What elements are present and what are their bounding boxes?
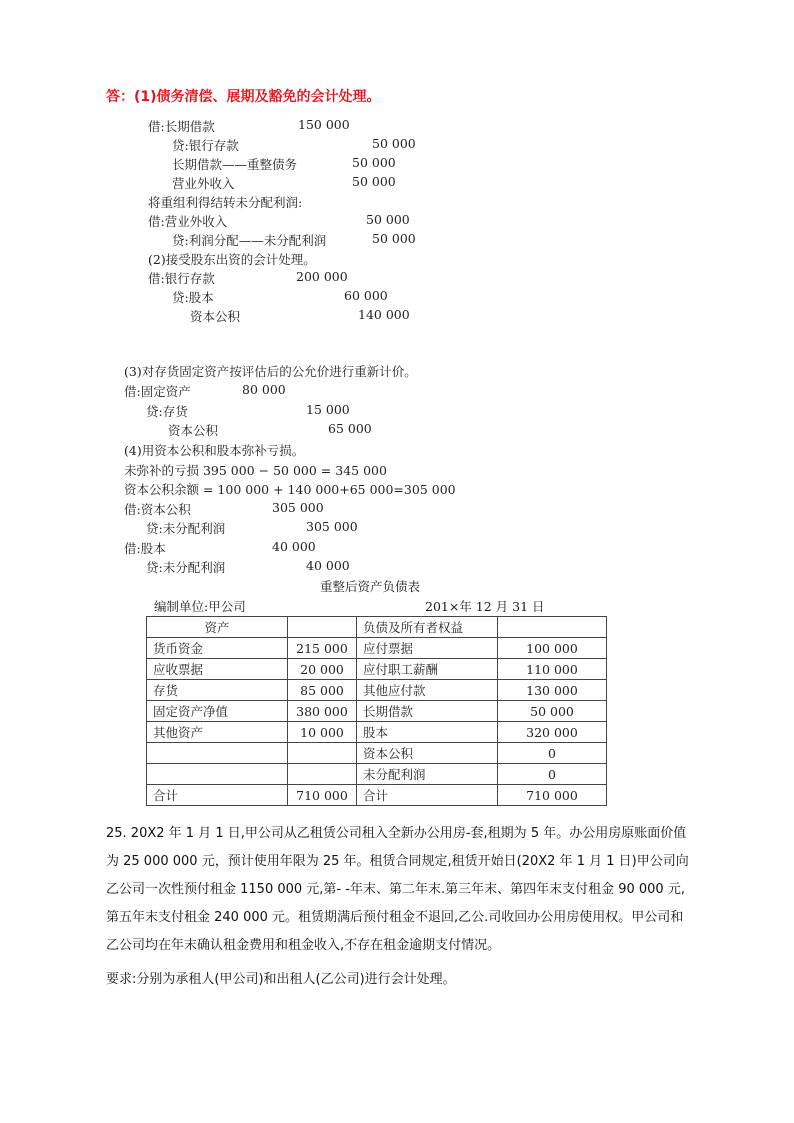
journal-line bbox=[172, 288, 388, 306]
table-cell bbox=[147, 764, 288, 785]
journal-text: 营业外收入 bbox=[172, 176, 235, 191]
table-cell: 合计 bbox=[357, 785, 498, 806]
journal-amount: 80 000 bbox=[242, 382, 286, 397]
table-cell: 应付票据 bbox=[357, 638, 498, 659]
question-requirement: 要求:分别为承租人(甲公司)和出租人(乙公司)进行会计处理。 bbox=[106, 972, 456, 987]
journal-amount: 50 000 bbox=[372, 231, 416, 246]
table-header-row bbox=[147, 617, 607, 638]
header-assets: 资产 bbox=[147, 617, 288, 638]
table-row bbox=[147, 659, 607, 680]
journal-text: 贷:银行存款 bbox=[172, 138, 239, 153]
table-cell bbox=[147, 743, 288, 764]
table-cell: 合计 bbox=[147, 785, 288, 806]
table-cell: 股本 bbox=[357, 722, 498, 743]
journal-amount: 50 000 bbox=[372, 136, 416, 151]
question-paragraph: 25. 20X2 年 1 月 1 日,甲公司从乙租赁公司租入全新办公用房-套,租期为 5 年。办公用房原账面价值为 25 000 000 元，预计使用年限为 25 年。租赁合同规定,租赁开始日(20X2 年 1 月 1 日)甲公司向乙公司一次性预付租金 1150 000 元,第- -年末、第二年末.第三年末、第四年末支付租金 90 000 元,第五年末支付租金 240 000 元。租赁期满后预付租金不退回,乙公.司收回办公用房使用权。甲公司和乙公司均在年末确认租金费用和租金收入,不存在租金逾期支付情况。 bbox=[106, 826, 689, 953]
table-cell: 710 000 bbox=[288, 785, 357, 806]
journal-line bbox=[168, 421, 372, 439]
journal-text: 借:固定资产 bbox=[124, 384, 191, 399]
journal-amount: 50 000 bbox=[366, 212, 410, 227]
table-cell: 0 bbox=[498, 764, 607, 785]
journal-line bbox=[124, 382, 286, 400]
journal-line bbox=[148, 117, 350, 135]
answer-title: 答：(1)债务清偿、展期及豁免的会计处理。 bbox=[106, 89, 381, 105]
journal-text: 借:银行存款 bbox=[148, 271, 215, 286]
table-date: 201×年 12 月 31 日 bbox=[425, 599, 545, 614]
journal-line bbox=[124, 461, 387, 479]
journal-text: 长期借款——重整债务 bbox=[172, 157, 298, 172]
journal-amount: 40 000 bbox=[306, 558, 350, 573]
journal-amount: 65 000 bbox=[328, 421, 372, 436]
table-cell: 100 000 bbox=[498, 638, 607, 659]
journal-text: 借:营业外收入 bbox=[148, 214, 228, 229]
journal-amount: 50 000 bbox=[352, 174, 396, 189]
table-cell: 未分配利润 bbox=[357, 764, 498, 785]
table-cell bbox=[288, 743, 357, 764]
question-text bbox=[106, 820, 696, 994]
journal-text: 贷:未分配利润 bbox=[146, 521, 226, 536]
table-cell: 其他资产 bbox=[147, 722, 288, 743]
table-cell: 215 000 bbox=[288, 638, 357, 659]
journal-text: 借:资本公积 bbox=[124, 502, 191, 517]
journal-amount: 140 000 bbox=[358, 307, 410, 322]
journal-text: 将重组利得结转未分配利润: bbox=[148, 195, 303, 210]
journal-line bbox=[146, 402, 350, 420]
table-row bbox=[147, 722, 607, 743]
journal-amount: 305 000 bbox=[306, 519, 358, 534]
journal-line bbox=[148, 212, 410, 230]
table-cell: 130 000 bbox=[498, 680, 607, 701]
journal-text: (3)对存货固定资产按评估后的公允价进行重新计价。 bbox=[124, 364, 417, 379]
journal-text: 贷:存货 bbox=[146, 404, 188, 419]
table-cell: 应收票据 bbox=[147, 659, 288, 680]
table-cell: 长期借款 bbox=[357, 701, 498, 722]
journal-text: 资本公积余额 = 100 000 + 140 000+65 000=305 000 bbox=[124, 482, 456, 497]
table-title: 重整后资产负债表 bbox=[320, 579, 421, 594]
journal-line bbox=[172, 136, 416, 154]
header-blank bbox=[498, 617, 607, 638]
journal-line bbox=[148, 193, 302, 211]
journal-line bbox=[172, 174, 396, 192]
table-row bbox=[147, 701, 607, 722]
journal-line bbox=[148, 250, 316, 268]
journal-line bbox=[190, 307, 410, 325]
header-liabilities: 负债及所有者权益 bbox=[357, 617, 498, 638]
journal-line bbox=[146, 558, 350, 576]
journal-text: 贷:股本 bbox=[172, 290, 214, 305]
journal-text: (4)用资本公积和股本弥补亏损。 bbox=[124, 443, 305, 458]
journal-amount: 50 000 bbox=[352, 155, 396, 170]
journal-line bbox=[146, 519, 358, 537]
table-cell: 固定资产净值 bbox=[147, 701, 288, 722]
table-cell: 0 bbox=[498, 743, 607, 764]
journal-amount: 60 000 bbox=[344, 288, 388, 303]
table-cell: 320 000 bbox=[498, 722, 607, 743]
header-blank bbox=[288, 617, 357, 638]
journal-amount: 305 000 bbox=[272, 500, 324, 515]
table-row bbox=[147, 743, 607, 764]
table-cell: 其他应付款 bbox=[357, 680, 498, 701]
journal-text: 贷:利润分配——未分配利润 bbox=[172, 233, 327, 248]
table-row bbox=[147, 638, 607, 659]
table-cell: 10 000 bbox=[288, 722, 357, 743]
journal-amount: 150 000 bbox=[298, 117, 350, 132]
table-cell: 应付职工薪酬 bbox=[357, 659, 498, 680]
journal-amount: 40 000 bbox=[272, 539, 316, 554]
journal-line bbox=[172, 155, 396, 173]
table-total-row bbox=[147, 785, 607, 806]
table-cell: 110 000 bbox=[498, 659, 607, 680]
journal-amount: 15 000 bbox=[306, 402, 350, 417]
table-cell: 50 000 bbox=[498, 701, 607, 722]
table-cell: 资本公积 bbox=[357, 743, 498, 764]
journal-text: 借:股本 bbox=[124, 541, 166, 556]
journal-text: 借:长期借款 bbox=[148, 119, 215, 134]
table-cell: 货币资金 bbox=[147, 638, 288, 659]
journal-line bbox=[148, 269, 348, 287]
journal-text: 贷:未分配利润 bbox=[146, 560, 226, 575]
table-cell: 380 000 bbox=[288, 701, 357, 722]
table-row bbox=[147, 680, 607, 701]
journal-amount: 200 000 bbox=[296, 269, 348, 284]
journal-text: (2)接受股东出资的会计处理。 bbox=[148, 252, 316, 267]
table-cell: 20 000 bbox=[288, 659, 357, 680]
table-row bbox=[147, 764, 607, 785]
journal-line bbox=[124, 441, 304, 459]
journal-line bbox=[172, 231, 416, 249]
journal-line bbox=[124, 362, 417, 380]
table-unit: 编制单位:甲公司 bbox=[154, 599, 246, 614]
table-cell: 85 000 bbox=[288, 680, 357, 701]
journal-text: 资本公积 bbox=[190, 309, 241, 324]
journal-text: 资本公积 bbox=[168, 423, 219, 438]
table-cell: 存货 bbox=[147, 680, 288, 701]
journal-line bbox=[124, 539, 316, 557]
journal-line bbox=[124, 480, 456, 498]
journal-text: 未弥补的亏损 395 000 − 50 000 = 345 000 bbox=[124, 463, 387, 478]
balance-sheet-table bbox=[146, 616, 607, 806]
journal-line bbox=[124, 500, 324, 518]
table-cell bbox=[288, 764, 357, 785]
table-cell: 710 000 bbox=[498, 785, 607, 806]
